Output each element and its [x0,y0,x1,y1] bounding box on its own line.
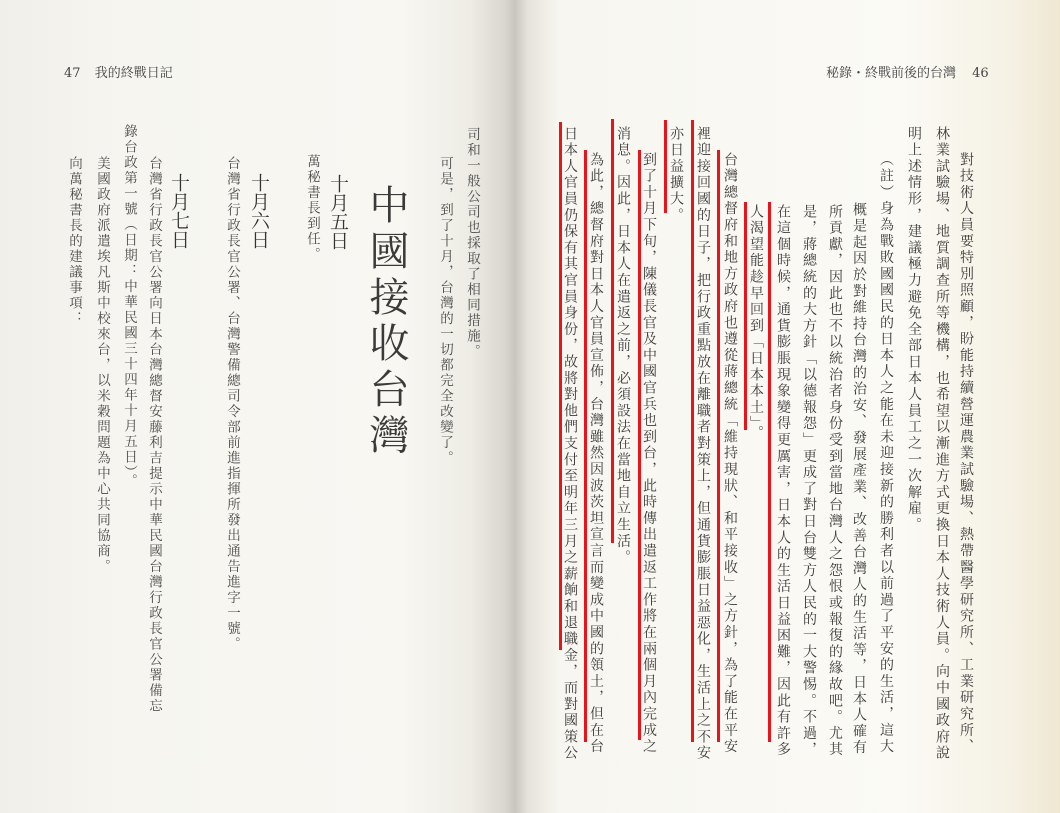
text-column: 錄台政第一號（日期：中華民國三十四年十月五日）。 [121,124,137,490]
highlight-mark [584,150,587,742]
highlight-mark [611,119,614,543]
text-column: 亦日益擴大。 [668,126,684,224]
note-column: （註）身為戰敗國國民的日本人之能在未迎接新的勝利者以前過了平安的生活，這大 [878,152,894,756]
highlight-mark [691,120,694,742]
highlight-mark [664,120,667,213]
text-column: 美國政府派遣埃凡斯中校來台，以米穀問題為中心共同協商。 [94,156,110,575]
text-column: 日本人官員仍保有其官員身份，故將對他們支付至明年三月之薪餉和退職金，而對國策公 [562,126,578,762]
highlight-mark [744,202,747,430]
date-heading: 十月五日 [327,174,349,250]
text-column: 萬秘書長到任。 [304,154,320,263]
text-column: 人渴望能趁早回到「日本本土」。 [748,204,764,442]
text-column: 台灣總督府和地方政府也遵從蔣總統「維持現狀、和平接收」之方針，為了能在平安 [722,152,738,756]
page-number: 46 [972,66,989,81]
text-column: 可是，到了十月，台灣的一切都完全改變了。 [437,156,453,466]
text-column: 裡迎接回國的日子，把行政重點放在離職者對策上，但通貨膨脹日益惡化，生活上之不安 [695,126,711,762]
text-column: 對技術人員要特別照顧，盼能持續營運農業試驗場、熱帶醫學研究所、工業研究所、 [958,152,974,756]
text-column: 為此，總督府對日本人官員宣佈，台灣雖然因波茨坦宣言而變成中國的領土，但在台 [588,152,604,756]
highlight-mark [768,202,771,742]
highlight-mark [638,150,641,740]
text-column: 是，蔣總統的大方針「以德報怨」更成了對日台雙方人民的一大警惕。不過， [801,204,817,759]
highlight-mark [717,150,720,742]
highlight-mark [559,122,562,650]
text-column: 台灣省行政長官公署向日本台灣總督安藤利吉提示中華民國台灣行政長官公署備忘 [146,156,162,714]
right-page-header [826,62,989,81]
text-column: 林業試驗場、地質調查所等機構，也希望以漸進方式更換日本人技術人員。向中國政府說 [934,126,950,762]
running-title: 秘錄・終戰前後的台灣 [826,66,957,81]
date-heading: 十月六日 [248,173,270,249]
text-column: 明上述情形，建議極力避免全部日本人員工之一次解雇。 [906,126,922,534]
text-column: 司和一般公司也採取了相同措施。 [464,127,480,360]
page-number: 47 [64,66,81,81]
text-column: 概是起因於對維持台灣的治安、發展產業、改善台灣人的生活等，日本人確有 [851,202,867,757]
text-column: 所貢獻，因此也不以統治者身份受到當地台灣人之怨恨或報復的緣故吧。尤其 [827,204,843,759]
left-page-header [64,62,173,81]
text-column: 消息。因此，日本人在遣返之前，必須設法在當地自立生活。 [615,126,631,567]
text-column: 向萬秘書長的建議事項： [66,156,82,327]
date-heading: 十月七日 [168,173,190,249]
running-title: 我的終戰日記 [94,66,173,81]
text-column: 到了十月下旬，陳儀長官及中國官兵也到台，此時傳出遣返工作將在兩個月內完成之 [641,152,657,756]
section-title: 中國接收台灣 [363,184,409,460]
text-column: 在這個時候，通貨膨脹現象變得更厲害，日本人的生活日益困難，因此有許多 [775,204,791,759]
text-column: 台灣省行政長官公署、台灣警備總司令部前進指揮所發出通告進字一號。 [224,156,240,652]
